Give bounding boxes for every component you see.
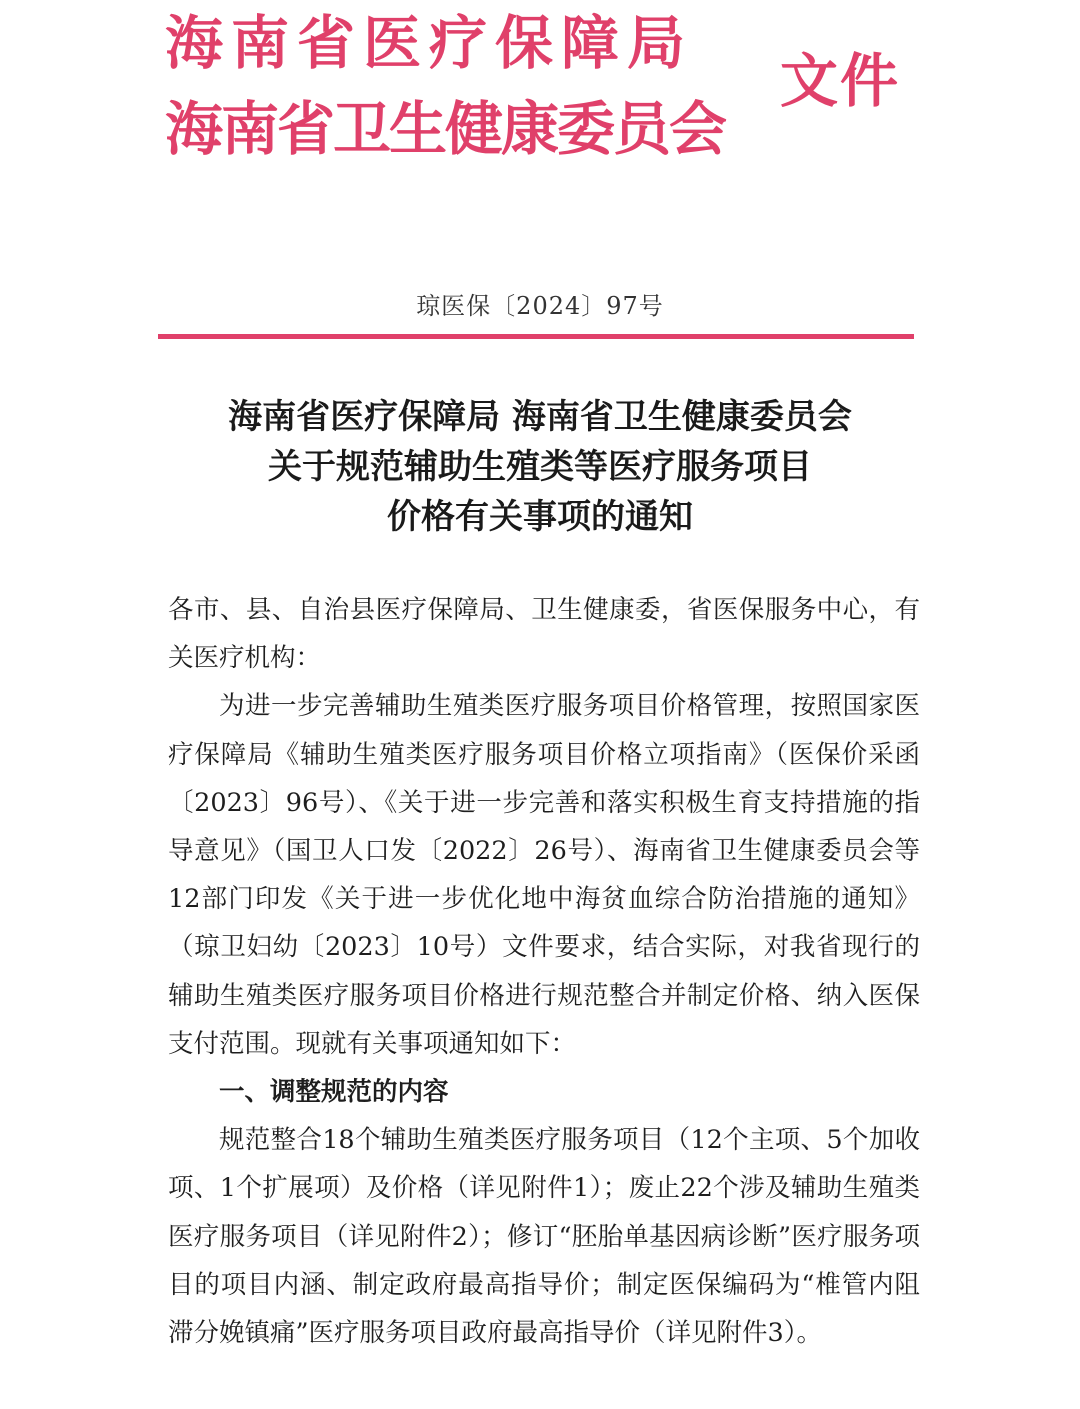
title-line-2: 关于规范辅助生殖类等医疗服务项目	[268, 447, 812, 487]
title-line-1: 海南省医疗保障局 海南省卫生健康委员会	[228, 397, 852, 437]
section-1-paragraph: 规范整合18个辅助生殖类医疗服务项目（12个主项、5个加收项、1个扩展项）及价格（详见附件1）；废止22个涉及辅助生殖类医疗服务项目（详见附件2）；修订“胚胎单基因病诊断”医疗服务项目的项目内涵、制定政府最高指导价；制定医保编码为“椎管内阻滞分娩镇痛”医疗服务项目政府最高指导价（详见附件3）。	[168, 1125, 920, 1349]
section-heading-1: 一、调整规范的内容	[219, 1077, 449, 1108]
letterhead-org-health-commission: 海南省卫生健康委员会	[165, 95, 726, 163]
document-number: 琼医保〔2024〕97号	[416, 292, 664, 320]
letterhead-org-medical-security: 海南省医疗保障局	[165, 9, 694, 77]
letterhead-document-label: 文件	[780, 47, 901, 115]
red-divider-line	[158, 334, 914, 339]
intro-paragraph: 为进一步完善辅助生殖类医疗服务项目价格管理，按照国家医疗保障局《辅助生殖类医疗服务项目价格立项指南》（医保价采函〔2023〕96号）、《关于进一步完善和落实积极生育支持措施的指导意见》（国卫人口发〔2022〕26号）、海南省卫生健康委员会等12部门印发《关于进一步优化地中海贫血综合防治措施的通知》（琼卫妇幼〔2023〕10号）文件要求，结合实际，对我省现行的辅助生殖类医疗服务项目价格进行规范整合并制定价格、纳入医保支付范围。现就有关事项通知如下：	[168, 691, 920, 1059]
salutation: 各市、县、自治县医疗保障局、卫生健康委，省医保服务中心，有关医疗机构：	[168, 595, 920, 674]
document-title	[0, 392, 1080, 542]
title-line-3: 价格有关事项的通知	[387, 497, 693, 537]
document-body	[168, 586, 920, 1357]
